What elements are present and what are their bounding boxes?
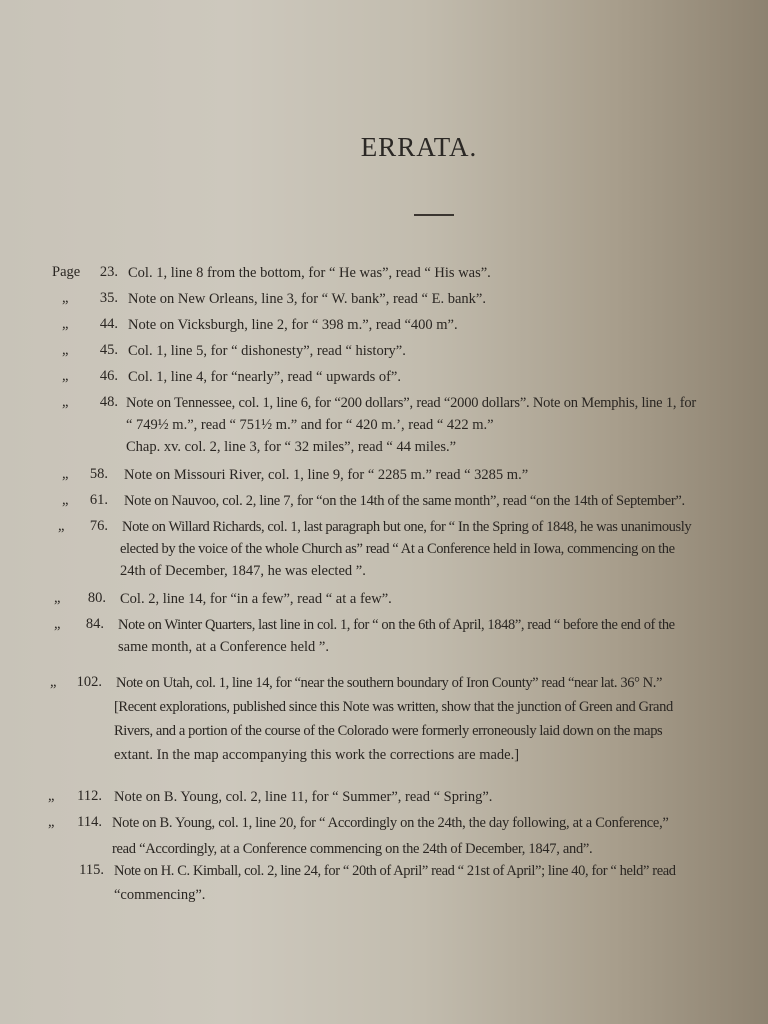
entry-text: Note on Vicksburgh, line 2, for “ 398 m.”, read “400 m”. <box>128 317 458 333</box>
entry-text: [Recent explorations, published since this Note was written, show that the junction of Green and Grand <box>114 699 673 715</box>
entry-text: “ 749½ m.”, read “ 751½ m.” and for “ 420 m.’, read “ 422 m.” <box>126 417 494 433</box>
entry-page-number: 46. <box>99 368 118 384</box>
entry-text: Chap. xv. col. 2, line 3, for “ 32 miles”, read “ 44 miles.” <box>126 439 457 455</box>
entry-page-number: 84. <box>85 616 104 632</box>
entry-text: Note on H. C. Kimball, col. 2, line 24, for “ 20th of April” read “ 21st of April”; line 40, for “ held” read <box>114 863 676 879</box>
entry-text: read “Accordingly, at a Conference commencing on the 24th of December, 1847, and”. <box>112 841 593 857</box>
entry-page-number: 80. <box>87 590 106 606</box>
title-rule <box>414 214 454 216</box>
entry-prefix: „ <box>62 342 69 358</box>
entry-text: Note on Tennessee, col. 1, line 6, for “200 dollars”, read “2000 dollars”. Note on Memphis, line 1, for <box>126 395 697 411</box>
entry-prefix: „ <box>54 590 61 606</box>
entry-text: Note on Winter Quarters, last line in col. 1, for “ on the 6th of April, 1848”, read “ before the end of the <box>118 617 675 633</box>
entry-prefix: „ <box>62 316 69 332</box>
entry-text: Note on New Orleans, line 3, for “ W. bank”, read “ E. bank”. <box>128 291 486 307</box>
entry-prefix: „ <box>62 394 69 410</box>
entry-prefix: „ <box>50 674 57 690</box>
entry-page-number: 23. <box>99 264 118 280</box>
entry-prefix: „ <box>62 290 69 306</box>
entry-page-number: 48. <box>99 394 118 410</box>
entry-page-number: 61. <box>89 492 108 508</box>
entry-prefix: „ <box>54 616 61 632</box>
entry-text: Col. 1, line 8 from the bottom, for “ He was”, read “ His was”. <box>128 265 491 281</box>
entry-text: Note on Utah, col. 1, line 14, for “near the southern boundary of Iron County” read “near lat. 36° N.” <box>116 675 663 691</box>
entry-prefix: „ <box>48 788 55 804</box>
entry-text: Rivers, and a portion of the course of the Colorado were formerly erroneously laid down on the maps <box>114 723 663 739</box>
entry-page-number: 76. <box>89 518 108 534</box>
entry-text: Note on B. Young, col. 1, line 20, for “ Accordingly on the 24th, the day following, at a Conference,” <box>112 815 669 831</box>
entry-page-number: 112. <box>77 788 102 804</box>
entry-page-number: 44. <box>99 316 118 332</box>
entry-text: Note on B. Young, col. 2, line 11, for “ Summer”, read “ Spring”. <box>114 789 493 805</box>
entry-prefix: „ <box>62 368 69 384</box>
entry-text: Note on Nauvoo, col. 2, line 7, for “on the 14th of the same month”, read “on the 14th of September”. <box>124 493 685 509</box>
entry-text: extant. In the map accompanying this work the corrections are made.] <box>114 747 520 763</box>
entry-text: elected by the voice of the whole Church as” read “ At a Conference held in Iowa, commencing on the <box>120 541 675 557</box>
entry-page-number: 45. <box>99 342 118 358</box>
entry-text: 24th of December, 1847, he was elected ”. <box>120 563 366 579</box>
entry-prefix: „ <box>62 492 69 508</box>
entry-text: Col. 1, line 4, for “nearly”, read “ upwards of”. <box>128 369 401 385</box>
entry-prefix: „ <box>62 466 69 482</box>
entry-page-number: 58. <box>89 466 108 482</box>
entry-prefix: „ <box>48 814 55 830</box>
entry-page-number: 114. <box>77 814 102 830</box>
entry-text: Note on Missouri River, col. 1, line 9, for “ 2285 m.” read “ 3285 m.” <box>124 467 529 483</box>
page-title: ERRATA. <box>360 132 478 162</box>
entry-text: Col. 1, line 5, for “ dishonesty”, read “ history”. <box>128 343 406 359</box>
entry-page-number: 115. <box>79 862 104 878</box>
entry-prefix: „ <box>58 518 65 534</box>
entry-prefix: Page <box>52 264 81 280</box>
entry-page-number: 35. <box>99 290 118 306</box>
entry-text: same month, at a Conference held ”. <box>118 639 329 655</box>
entry-page-number: 102. <box>76 674 102 690</box>
entry-text: Col. 2, line 14, for “in a few”, read “ at a few”. <box>120 591 392 607</box>
entry-text: Note on Willard Richards, col. 1, last paragraph but one, for “ In the Spring of 1848, he was unanimously <box>122 519 692 535</box>
entry-text: “commencing”. <box>114 887 206 903</box>
